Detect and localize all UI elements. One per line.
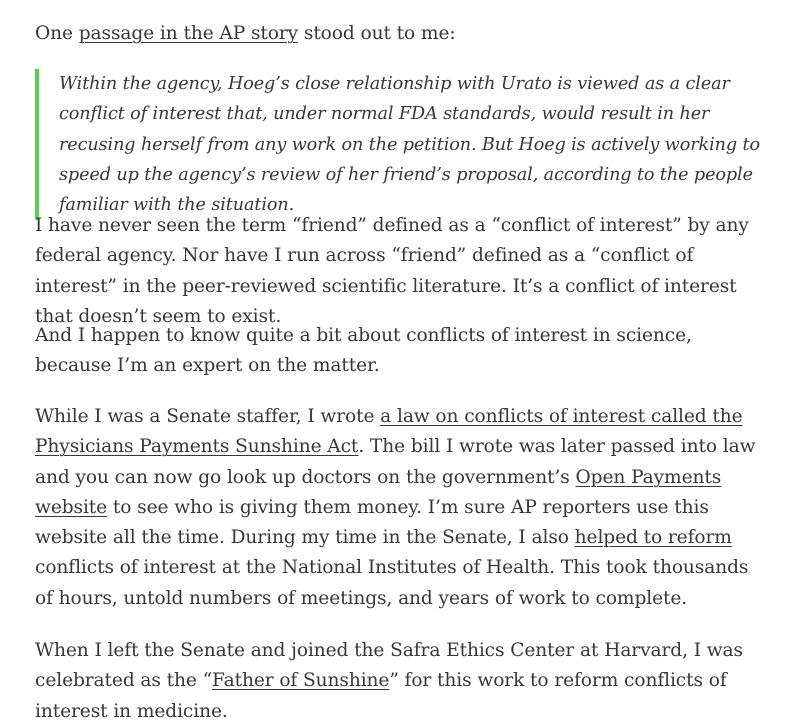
block-quote — [35, 69, 763, 220]
sunshine-act-link[interactable]: a law on conflicts of interest called the Physicians Payments Sunshine Act — [35, 406, 743, 458]
paragraph-senate-text-2: . The bill I wrote was later passed into law and you can now go look up doctors on the government’s — [35, 436, 756, 488]
open-payments-link[interactable]: Open Payments website — [35, 466, 722, 518]
paragraph-intro — [35, 19, 765, 49]
father-of-sunshine-link[interactable]: Father of Sunshine — [212, 670, 390, 692]
paragraph-harvard-text-1: When I left the Senate and joined the Safra Ethics Center at Harvard, I was celebrated as the “ — [35, 640, 743, 692]
helped-to-reform-link[interactable]: helped to reform — [574, 527, 732, 549]
paragraph-intro-text-after: stood out to me: — [298, 23, 456, 44]
ap-story-link[interactable]: passage in the AP story — [78, 23, 299, 44]
paragraph-harvard — [35, 636, 765, 727]
block-quote-text: Within the agency, Hoeg’s close relationship with Urato is viewed as a clear conflict of interest that, under normal FDA standards, would result in her recusing herself from any work on the petition. But Hoeg is actively working to speed up the agency’s review of her friend’s proposal, according to the people familiar with the situation. — [59, 74, 760, 216]
paragraph-expertise: And I happen to know quite a bit about conflicts of interest in science, because I’m an expert on the matter. — [35, 325, 692, 377]
paragraph-senate-text-4: conflicts of interest at the National Institutes of Health. This took thousands of hours, untold numbers of meetings, and years of work to complete. — [35, 557, 749, 609]
paragraph-friend-definition: I have never seen the term “friend” defined as a “conflict of interest” by any federal agency. Nor have I run across “friend” defined as a “conflict of interest” in the peer-reviewed scientific literature. It’s a conflict of interest that doesn’t seem to exist. — [35, 215, 749, 327]
paragraph-senate-text-3: to see who is giving them money. I’m sure AP reporters use this website all the time. During my time in the Senate, I also — [35, 496, 709, 549]
paragraph-senate-text-1: While I was a Senate staffer, I wrote — [35, 406, 381, 427]
paragraph-harvard-text-2: ” for this work to reform conflicts of interest in medicine. — [35, 670, 727, 722]
paragraph-senate-work — [35, 402, 765, 614]
paragraph-intro-text-before: One — [35, 23, 79, 44]
